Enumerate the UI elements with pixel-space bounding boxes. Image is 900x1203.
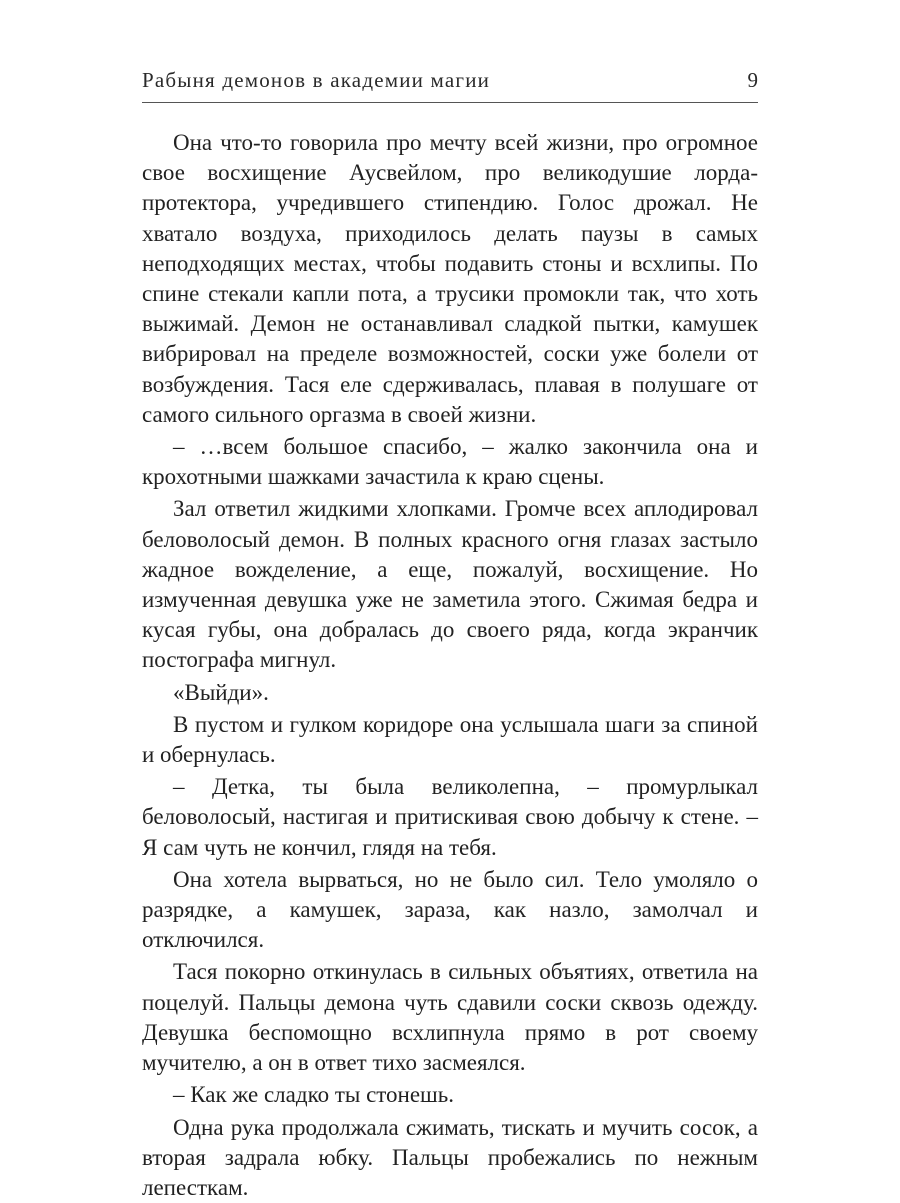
paragraph: В пустом и гулком коридоре она услышала шаги за спиной и обернулась. [142,710,758,770]
paragraph: Она что-то говорила про мечту всей жизни, про огромное свое восхищение Аусвейлом, про великодушие лорда-протектора, учредившего стипендию. Голос дрожал. Не хватало воздуха, приходилось делать паузы в самых неподходящих местах, чтобы подавить стоны и всхлипы. По спине стекали капли пота, а трусики промокли так, что хоть выжимай. Демон не останавливал сладкой пытки, камушек вибрировал на пределе возможностей, соски уже болели от возбуждения. Тася еле сдерживалась, плавая в полушаге от самого сильного оргазма в своей жизни. [142,128,758,430]
running-header [142,68,758,103]
paragraph: Она хотела вырваться, но не было сил. Тело умоляло о разрядке, а камушек, зараза, как назло, замолчал и отключился. [142,865,758,956]
paragraph: Одна рука продолжала сжимать, тискать и мучить сосок, а вторая задрала юбку. Пальцы пробежались по нежным лепесткам. [142,1113,758,1203]
running-title: Рабыня демонов в академии магии [142,68,490,93]
paragraph: Зал ответил жидкими хлопками. Громче всех аплодировал беловолосый демон. В полных красного огня глазах застыло жадное вожделение, а еще, пожалуй, восхищение. Но измученная девушка уже не заметила этого. Сжимая бедра и кусая губы, она добралась до своего ряда, когда экранчик постографа мигнул. [142,494,758,675]
paragraph: «Выйди». [142,678,758,708]
paragraph: Тася покорно откинулась в сильных объятиях, ответила на поцелуй. Пальцы демона чуть сдавили соски сквозь одежду. Девушка беспомощно всхлипнула прямо в рот своему мучителю, а он в ответ тихо засмеялся. [142,957,758,1078]
paragraph: – …всем большое спасибо, – жалко закончила она и крохотными шажками зачастила к краю сцены. [142,432,758,492]
paragraph: – Детка, ты была великолепна, – промурлыкал беловолосый, настигая и притискивая свою добычу к стене. – Я сам чуть не кончил, глядя на тебя. [142,772,758,863]
page-number: 9 [748,68,759,93]
paragraph: – Как же сладко ты стонешь. [142,1080,758,1110]
body-text [142,128,758,1203]
